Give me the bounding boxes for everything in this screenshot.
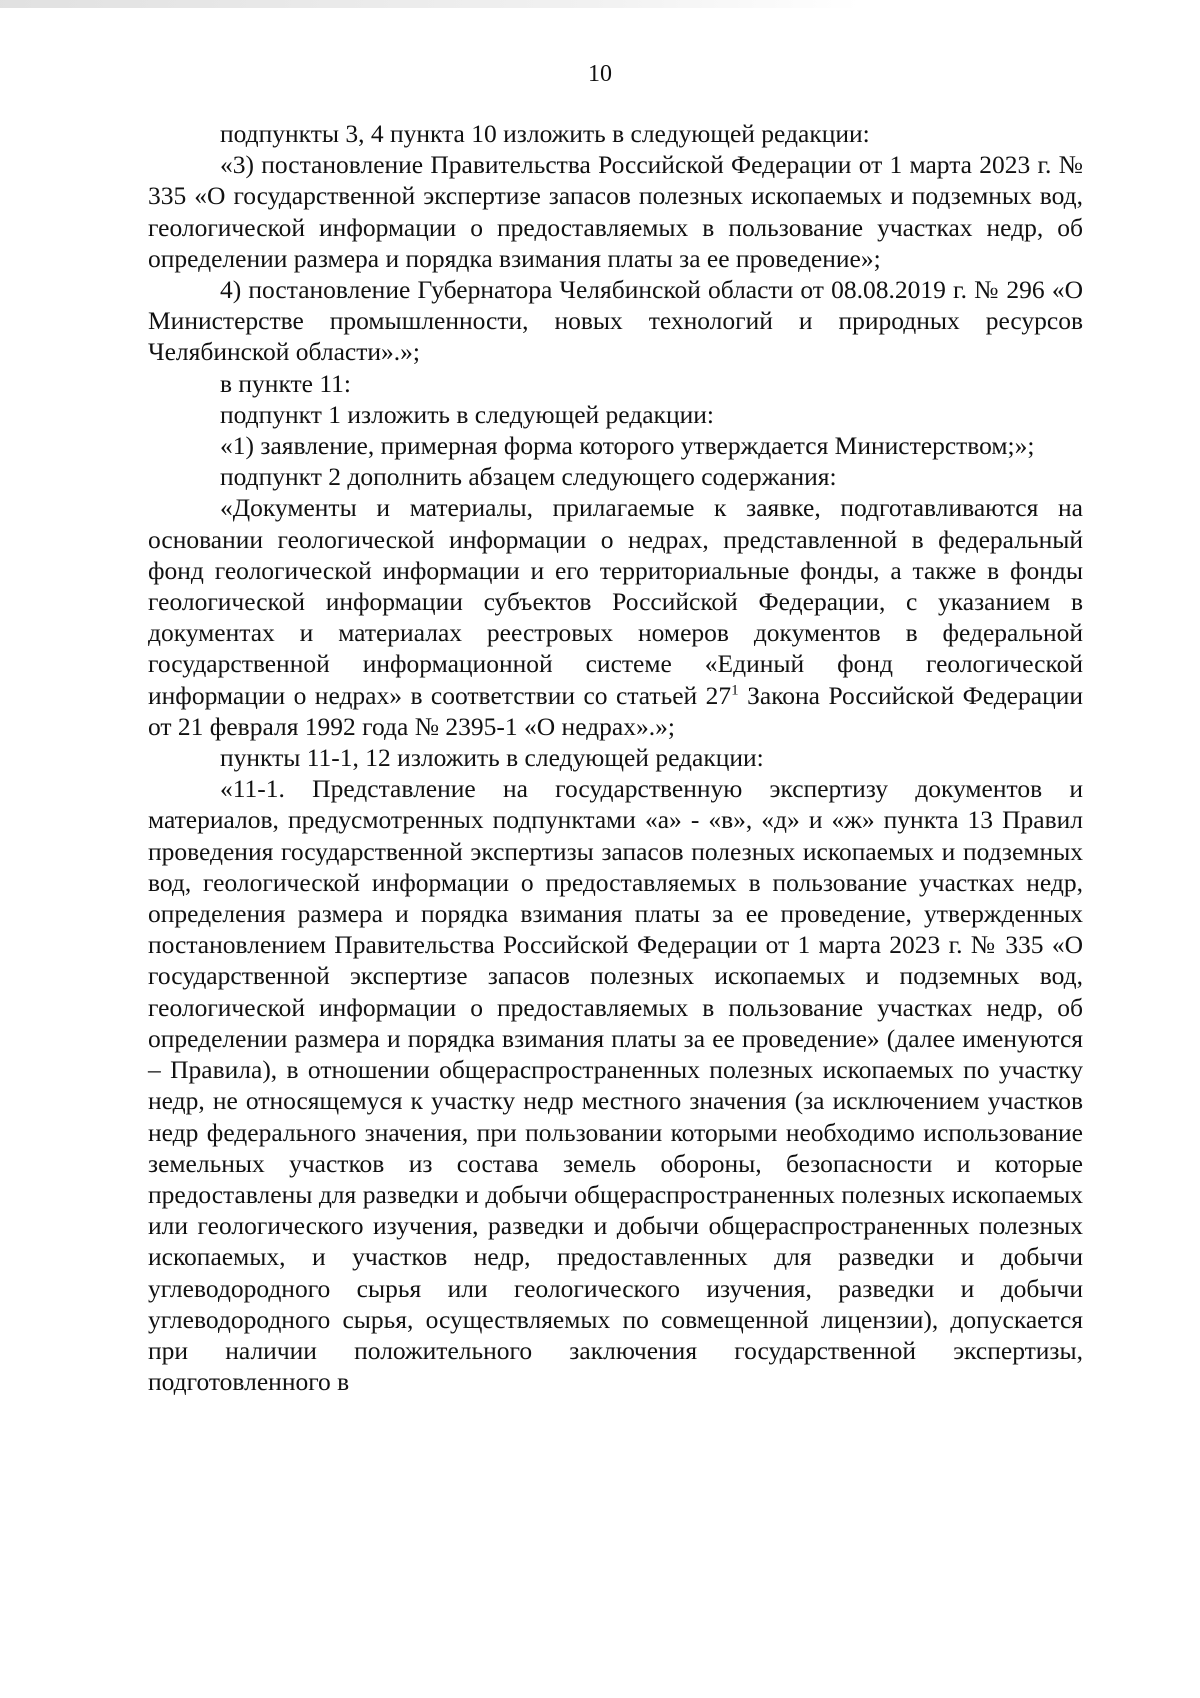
paragraph-6: «1) заявление, примерная форма которого утверждается Министерством;»; xyxy=(220,431,1035,461)
paragraph-5: подпункт 1 изложить в следующей редакции: xyxy=(220,399,714,429)
paragraph-4: в пункте 11: xyxy=(220,368,351,398)
scan-edge-artifact xyxy=(0,0,860,8)
paragraph-10: «11-1. Представление на государственную экспертизу документов и материалов, предусмотренных подпунктами «а» - «в», «д» и «ж» пункта 13 Правил проведения государственной экспертизы запасов полезных ископаемых и подземных вод, геологической информации о предоставляемых в пользование участках недр, определения размера и порядка взимания платы за ее проведение, утвержденных постановлением Правительства Российской Федерации от 1 марта 2023 г. № 335 «О государственной экспертизе запасов полезных ископаемых и подземных вод, геологической информации о предоставляемых в пользование участках недр, об определении размера и порядка взимания платы за ее проведение» (далее именуются – Правила), в отношении общераспространенных полезных ископаемых по участку недр, не относящемуся к участку недр местного значения (за исключением участков недр федерального значения, при пользовании которыми необходимо использование земельных участков из состава земель обороны, безопасности и которые предоставлены для разведки и добычи общераспространенных полезных ископаемых или геологического изучения, разведки и добычи общераспространенных полезных ископаемых, и участков недр, предоставленных для разведки и добычи углеводородного сырья или геологического изучения, разведки и добычи углеводородного сырья, осуществляемых по совмещенной лицензии), допускается при наличии положительного заключения государственной экспертизы, подготовленного в xyxy=(148,774,1083,1397)
paragraph-2: «3) постановление Правительства Российской Федерации от 1 марта 2023 г. № 335 «О государственной экспертизе запасов полезных ископаемых и подземных вод, геологической информации о предоставляемых в пользование участках недр, об определении размера и порядка взимания платы за ее проведение»; xyxy=(148,150,1083,273)
paragraph-9: пункты 11-1, 12 изложить в следующей редакции: xyxy=(220,743,764,773)
page-number: 10 xyxy=(588,61,612,87)
paragraph-3: 4) постановление Губернатора Челябинской области от 08.08.2019 г. № 296 «О Министерстве промышленности, новых технологий и природных ресурсов Челябинской области».»; xyxy=(148,275,1083,367)
paragraph-8-text-a: «Документы и материалы, прилагаемые к заявке, подготавливаются на основании геологической информации о недрах, представленной в федеральный фонд геологической информации и его территориальные фонды, а также в фонды геологической информации субъектов Российской Федерации, с указанием в документах и материалах реестровых номеров документов в федеральной государственной информационной системе «Единый фонд геологической информации о недрах» в соответствии со статьей 27 xyxy=(148,493,1083,710)
document-body xyxy=(148,118,1083,1397)
superscript-index: 1 xyxy=(731,682,739,699)
paragraph-8 xyxy=(148,492,1083,742)
paragraph-1: подпункты 3, 4 пункта 10 изложить в следующей редакции: xyxy=(220,119,870,148)
paragraph-8-text-b: Закона Российской Федерации от 21 февраля 1992 года № 2395-1 «О недрах».»; xyxy=(148,680,1084,741)
paragraph-7: подпункт 2 дополнить абзацем следующего содержания: xyxy=(220,462,837,492)
